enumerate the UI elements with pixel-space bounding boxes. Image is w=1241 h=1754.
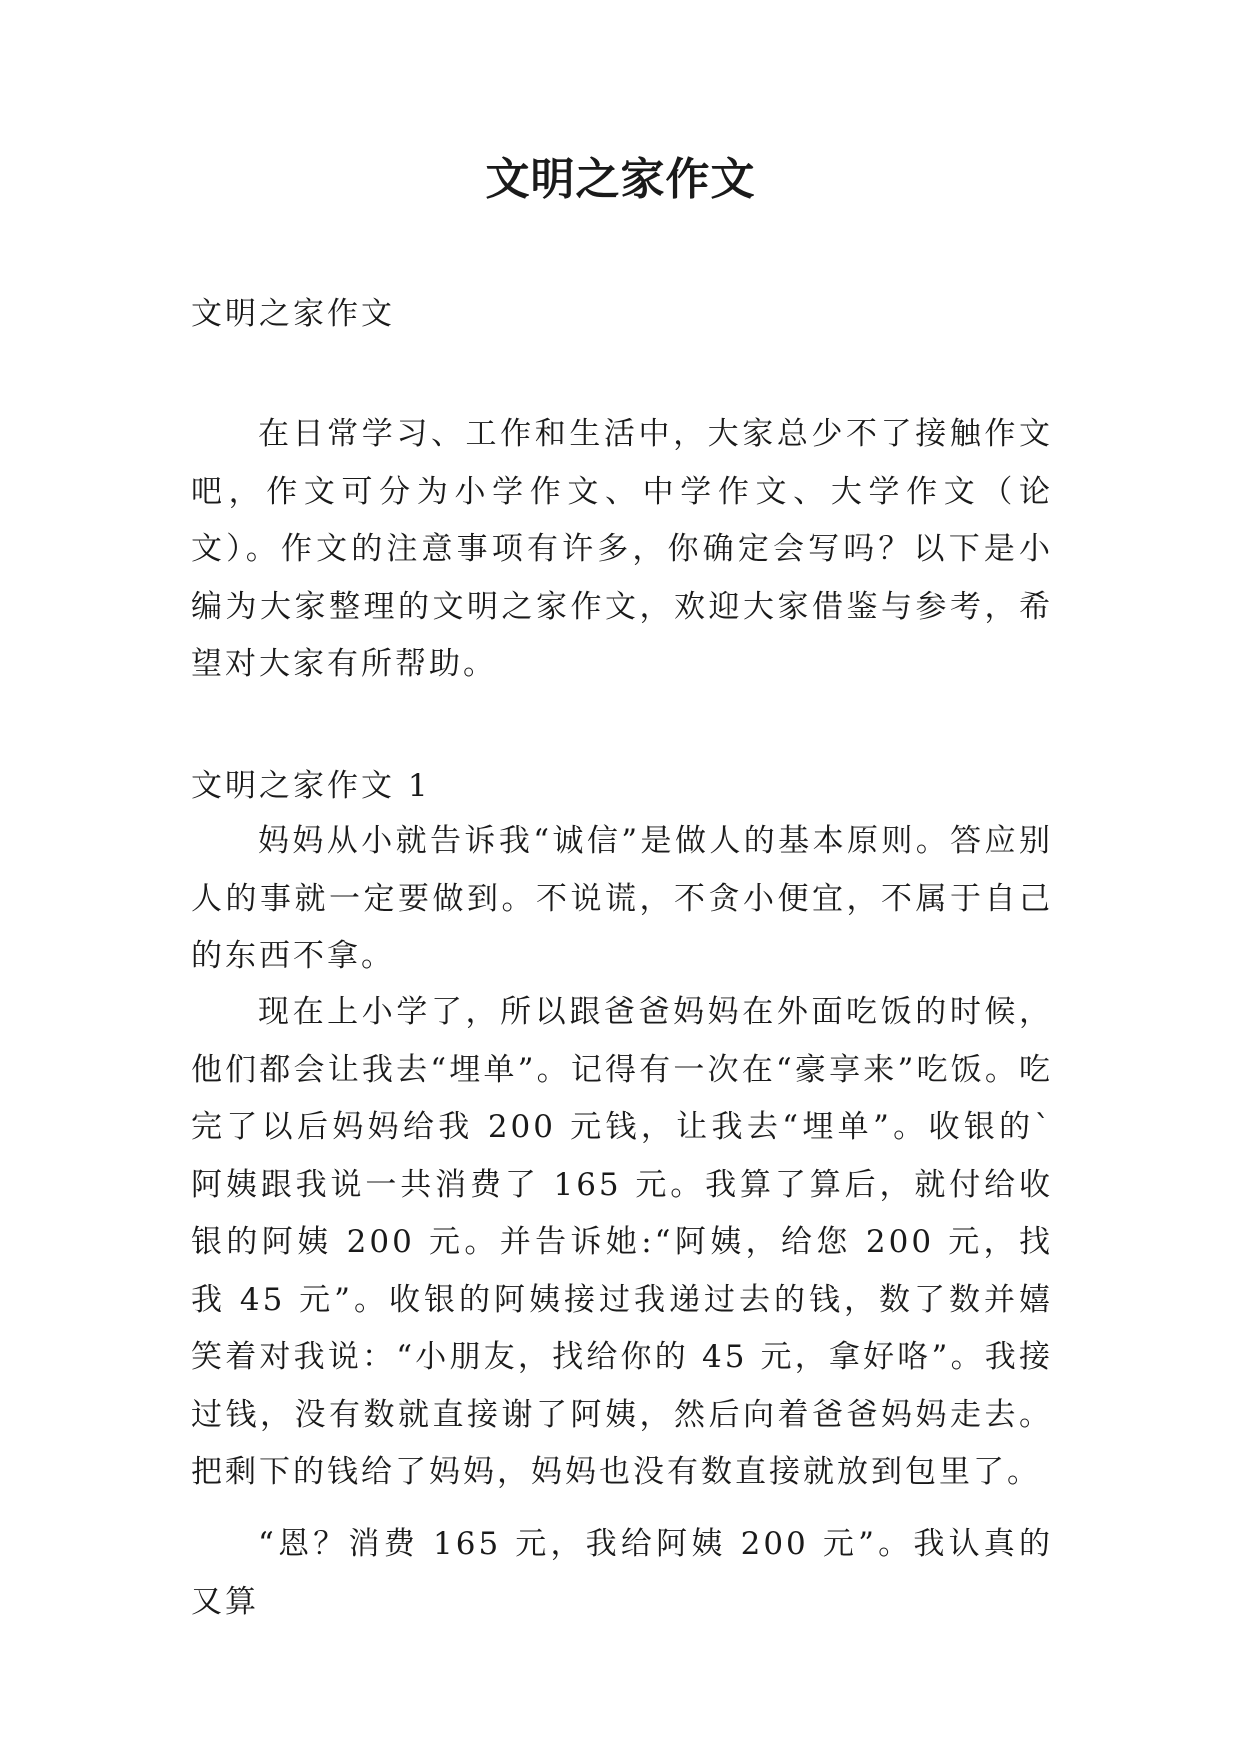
- essay-paragraph: “恩？消费 165 元，我给阿姨 200 元”。我认真的又算: [191, 1526, 1053, 1620]
- document-subtitle: 文明之家作文: [191, 296, 395, 332]
- essay-heading: 文明之家作文 1: [191, 768, 431, 804]
- intro-paragraph: 在日常学习、工作和生活中，大家总少不了接触作文吧，作文可分为小学作文、中学作文、大学作文（论文）。作文的注意事项有许多，你确定会写吗？以下是小编为大家整理的文明之家作文，欢迎大家借鉴与参考，希望对大家有所帮助。: [191, 416, 1053, 682]
- essay-paragraph: 妈妈从小就告诉我“诚信”是做人的基本原则。答应别人的事就一定要做到。不说谎，不贪小便宜，不属于自己的东西不拿。: [191, 823, 1053, 974]
- essay-paragraph: 现在上小学了，所以跟爸爸妈妈在外面吃饭的时候，他们都会让我去“埋单”。记得有一次在“豪享来”吃饭。吃完了以后妈妈给我 200 元钱，让我去“埋单”。收银的`阿姨跟我说一共消费了 165 元。我算了算后，就付给收银的阿姨 200 元。并告诉她:“阿姨，给您 200 元，找我 45 元”。收银的阿姨接过我递过去的钱，数了数并嬉笑着对我说：“小朋友，找给你的 45 元，拿好咯”。我接过钱，没有数就直接谢了阿姨，然后向着爸爸妈妈走去。把剩下的钱给了妈妈，妈妈也没有数直接就放到包里了。: [191, 994, 1053, 1490]
- page-title: 文明之家作文: [485, 154, 756, 205]
